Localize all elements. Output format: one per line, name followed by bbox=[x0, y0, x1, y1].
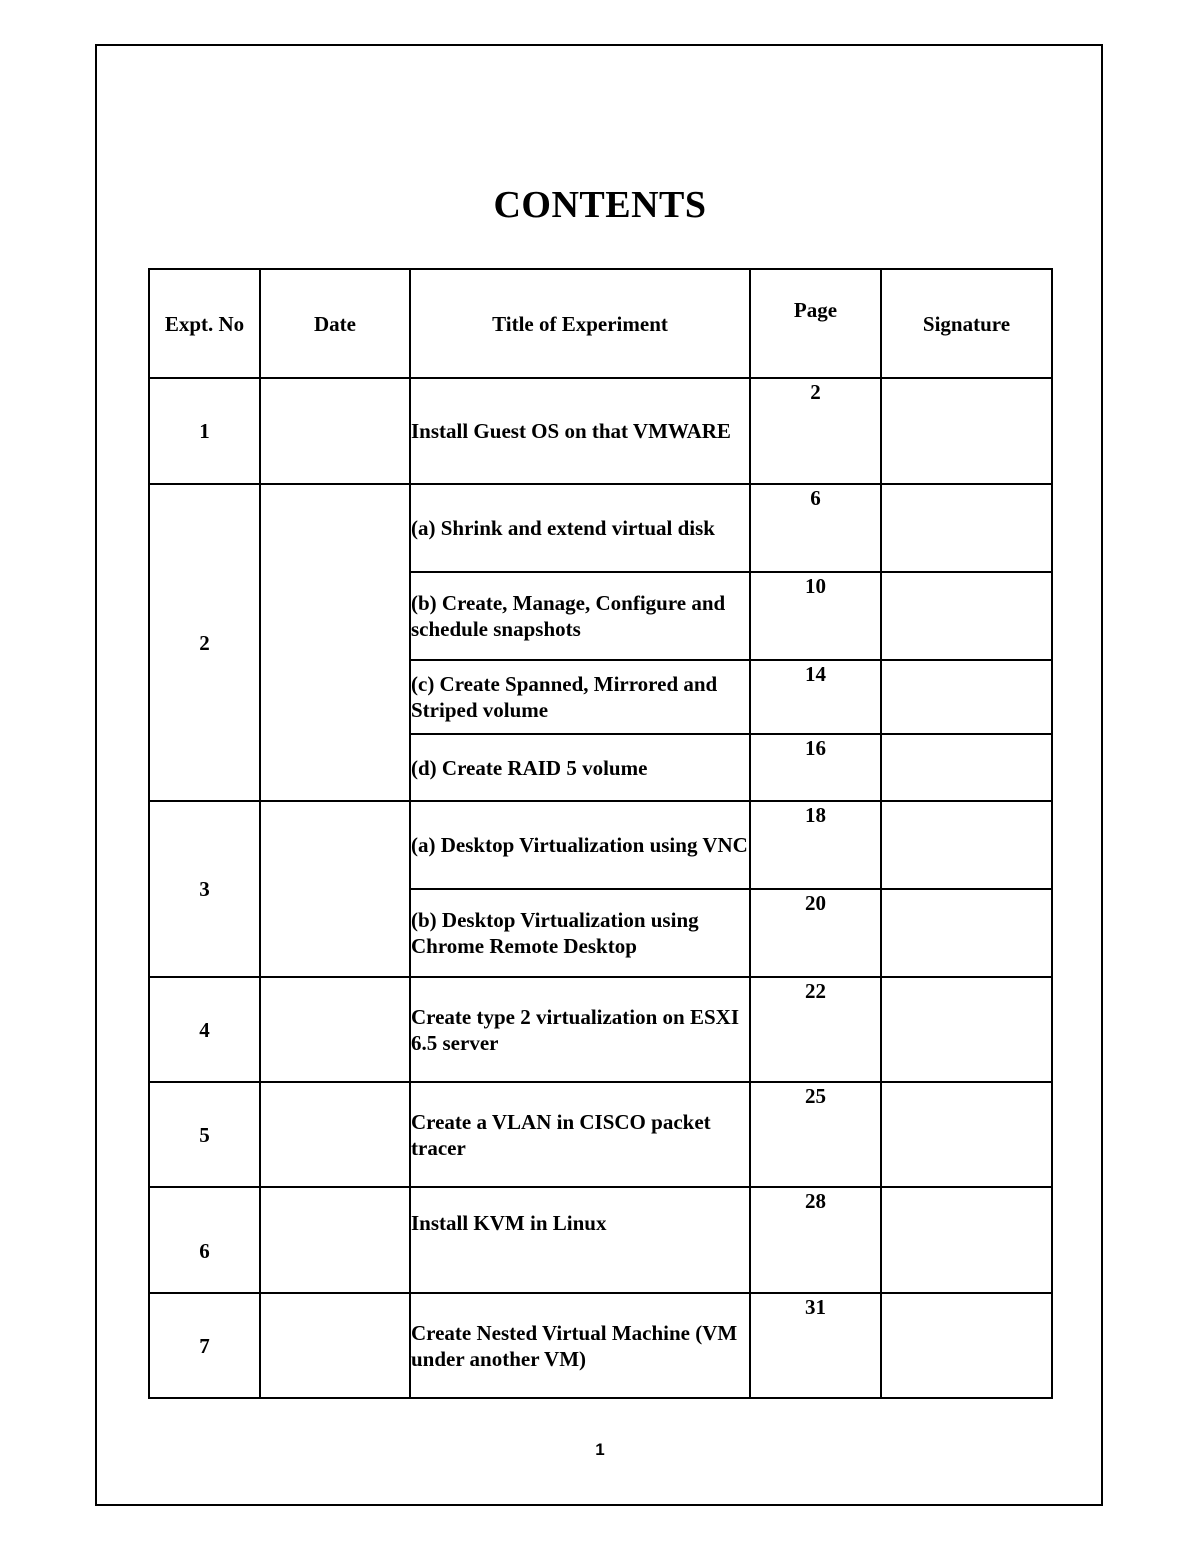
expt-no-cell: 6 bbox=[149, 1187, 260, 1293]
table-row bbox=[149, 1187, 1052, 1293]
page-cell: 25 bbox=[750, 1082, 881, 1187]
table-row bbox=[149, 378, 1052, 484]
title-cell: Create a VLAN in CISCO packet tracer bbox=[410, 1082, 750, 1187]
page-number: 1 bbox=[595, 1440, 605, 1459]
table-row bbox=[149, 801, 1052, 889]
title-cell: (d) Create RAID 5 volume bbox=[410, 734, 750, 801]
title-cell: Create type 2 virtualization on ESXI 6.5 server bbox=[410, 977, 750, 1082]
page-cell: 6 bbox=[750, 484, 881, 572]
page-cell: 28 bbox=[750, 1187, 881, 1293]
contents-table bbox=[148, 268, 1053, 1399]
title-cell: Install KVM in Linux bbox=[410, 1187, 750, 1293]
table-row bbox=[149, 484, 1052, 572]
table-row bbox=[149, 977, 1052, 1082]
header-signature: Signature bbox=[881, 269, 1052, 378]
date-cell bbox=[260, 378, 410, 484]
date-cell bbox=[260, 1293, 410, 1398]
title-cell: Create Nested Virtual Machine (VM under another VM) bbox=[410, 1293, 750, 1398]
date-cell bbox=[260, 1082, 410, 1187]
title-cell: (a) Shrink and extend virtual disk bbox=[410, 484, 750, 572]
date-cell bbox=[260, 1187, 410, 1293]
header-row bbox=[149, 269, 1052, 378]
table-row bbox=[149, 1293, 1052, 1398]
page-cell: 14 bbox=[750, 660, 881, 734]
signature-cell bbox=[881, 378, 1052, 484]
signature-cell bbox=[881, 801, 1052, 889]
header-page: Page bbox=[750, 269, 881, 378]
page-title: CONTENTS bbox=[493, 184, 707, 226]
expt-no-cell: 7 bbox=[149, 1293, 260, 1398]
signature-cell bbox=[881, 660, 1052, 734]
title-cell: (a) Desktop Virtualization using VNC bbox=[410, 801, 750, 889]
header-expt-no: Expt. No bbox=[149, 269, 260, 378]
date-cell bbox=[260, 484, 410, 801]
title-cell: Install Guest OS on that VMWARE bbox=[410, 378, 750, 484]
header-title: Title of Experiment bbox=[410, 269, 750, 378]
page-cell: 20 bbox=[750, 889, 881, 977]
header-date: Date bbox=[260, 269, 410, 378]
title-cell: (c) Create Spanned, Mirrored and Striped volume bbox=[410, 660, 750, 734]
expt-no-cell: 4 bbox=[149, 977, 260, 1082]
signature-cell bbox=[881, 734, 1052, 801]
date-cell bbox=[260, 977, 410, 1082]
page-cell: 31 bbox=[750, 1293, 881, 1398]
signature-cell bbox=[881, 889, 1052, 977]
signature-cell bbox=[881, 484, 1052, 572]
expt-no-cell: 2 bbox=[149, 484, 260, 801]
page-cell: 22 bbox=[750, 977, 881, 1082]
page-cell: 2 bbox=[750, 378, 881, 484]
expt-no-cell: 3 bbox=[149, 801, 260, 977]
page-cell: 10 bbox=[750, 572, 881, 660]
expt-no-cell: 1 bbox=[149, 378, 260, 484]
date-cell bbox=[260, 801, 410, 977]
page-cell: 18 bbox=[750, 801, 881, 889]
signature-cell bbox=[881, 1293, 1052, 1398]
signature-cell bbox=[881, 572, 1052, 660]
signature-cell bbox=[881, 1082, 1052, 1187]
table-row bbox=[149, 1082, 1052, 1187]
signature-cell bbox=[881, 1187, 1052, 1293]
expt-no-cell: 5 bbox=[149, 1082, 260, 1187]
page-cell: 16 bbox=[750, 734, 881, 801]
signature-cell bbox=[881, 977, 1052, 1082]
title-cell: (b) Desktop Virtualization using Chrome Remote Desktop bbox=[410, 889, 750, 977]
title-cell: (b) Create, Manage, Configure and schedule snapshots bbox=[410, 572, 750, 660]
